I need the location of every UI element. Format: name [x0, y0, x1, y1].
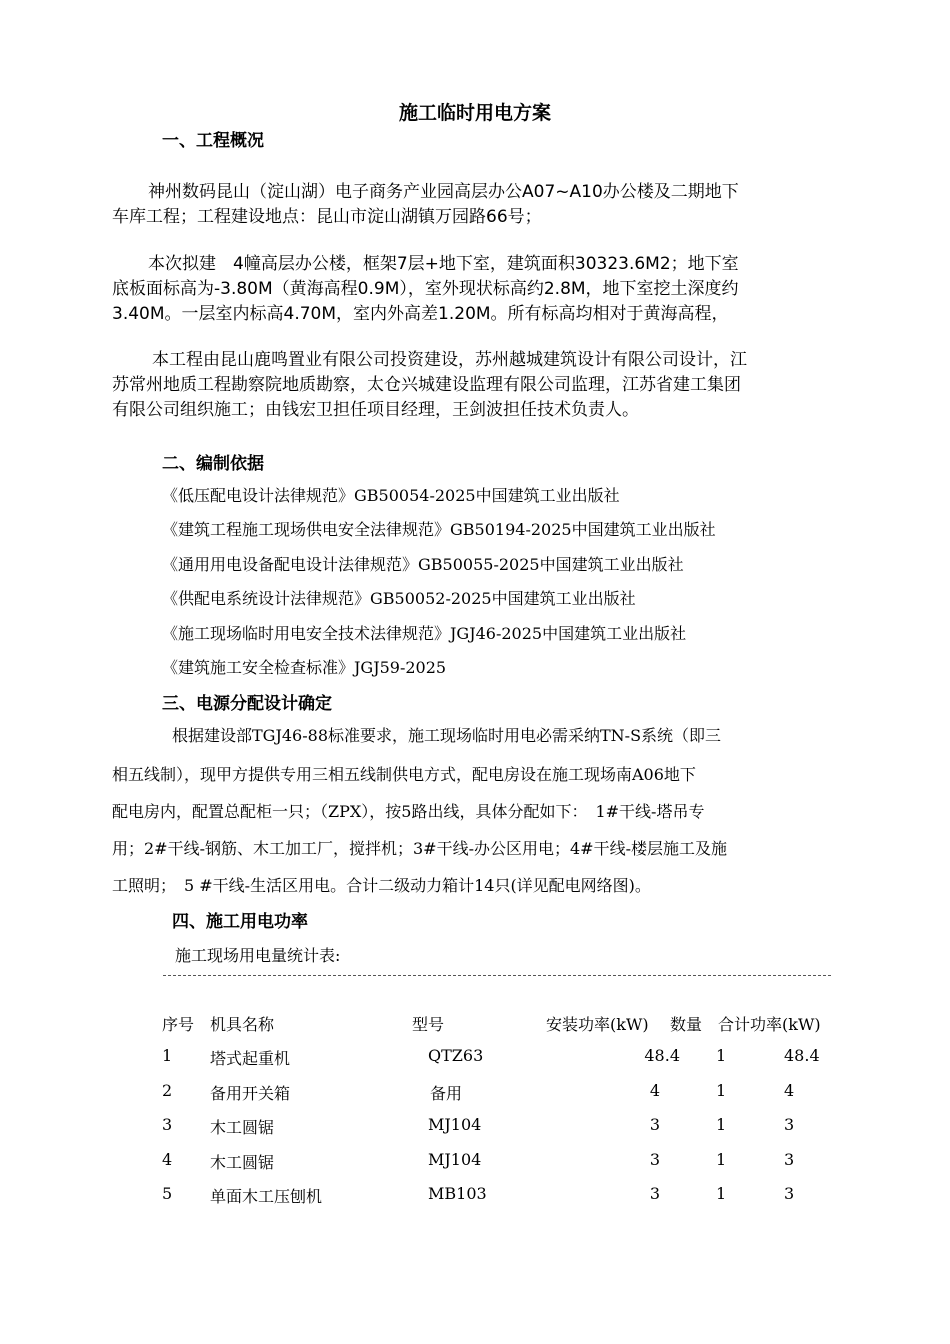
text-line: 苏常州地质工程勘察院地质勘察，太仓兴城建设监理有限公司监理，江苏省建工集团 [112, 375, 741, 395]
cell-index: 3 [162, 1115, 173, 1134]
text-line: 有限公司组织施工；由钱宏卫担任项目经理，王剑波担任技术负责人。 [112, 400, 639, 420]
cell-name: 塔式起重机 [210, 1049, 291, 1068]
cell-rated-power: 3 [649, 1150, 660, 1169]
reference-item: 《建筑工程施工现场供电安全法律规范》GB50194-2025中国建筑工业出版社 [162, 520, 716, 539]
text-line: 本工程由昆山鹿鸣置业有限公司投资建设，苏州越城建筑设计有限公司设计，江 [152, 350, 747, 370]
cell-name: 木工圆锯 [210, 1118, 275, 1137]
cell-rated-power: 4 [649, 1081, 660, 1100]
reference-item: 《施工现场临时用电安全技术法律规范》JGJ46-2025中国建筑工业出版社 [162, 624, 687, 643]
text-line: 3.40M。一层室内标高4.70M，室内外高差1.20M。所有标高均相对于黄海高程， [112, 304, 729, 324]
overview-paragraph-2 [112, 252, 739, 327]
text-line: 车库工程；工程建设地点：昆山市淀山湖镇万园路66号； [112, 207, 542, 227]
reference-item: 《建筑施工安全检查标准》JGJ59-2025 [162, 658, 447, 677]
cell-name: 备用开关箱 [210, 1084, 291, 1103]
cell-name: 木工圆锯 [210, 1153, 275, 1172]
reference-item: 《通用用电设备配电设计法律规范》GB50055-2025中国建筑工业出版社 [162, 555, 684, 574]
header-total-power: 合计功率(kW) [718, 1015, 821, 1034]
cell-model: QTZ63 [428, 1046, 484, 1065]
table-caption: 施工现场用电量统计表: [175, 946, 341, 965]
section-heading-power-distribution: 三、电源分配设计确定 [162, 694, 332, 714]
section-heading-overview: 一、工程概况 [162, 131, 264, 151]
header-quantity: 数量 [670, 1015, 703, 1034]
text-line: 根据建设部TGJ46-88标准要求，施工现场临时用电必需采纳TN-S系统（即三 [172, 726, 722, 745]
header-model: 型号 [412, 1015, 445, 1034]
cell-name: 单面木工压刨机 [210, 1187, 323, 1206]
cell-model: 备用 [430, 1084, 463, 1103]
header-name: 机具名称 [210, 1015, 275, 1034]
text-line: 配电房内，配置总配柜一只；（ZPX），按5路出线，具体分配如下： 1#干线-塔吊专 [112, 802, 705, 821]
text-line: 用；2#干线-钢筋、木工加工厂，搅拌机；3#干线-办公区用电；4#干线-楼层施工及施 [112, 839, 727, 858]
cell-index: 1 [162, 1046, 173, 1065]
cell-quantity: 1 [716, 1150, 727, 1169]
section-heading-power: 四、施工用电功率 [172, 912, 308, 932]
cell-total-power: 48.4 [784, 1046, 820, 1065]
header-rated-power: 安装功率(kW) [546, 1015, 649, 1034]
text-line: 神州数码昆山（淀山湖）电子商务产业园高层办公A07~A10办公楼及二期地下 [148, 182, 739, 202]
cell-total-power: 3 [784, 1150, 795, 1169]
page-title: 施工临时用电方案 [398, 102, 551, 124]
overview-paragraph-3 [112, 348, 747, 423]
cell-total-power: 3 [784, 1115, 795, 1134]
text-line: 底板面标高为-3.80M（黄海高程0.9M），室外现状标高约2.8M，地下室挖土深度约 [112, 279, 739, 299]
cell-index: 5 [162, 1184, 173, 1203]
overview-paragraph-1 [112, 180, 739, 230]
cell-rated-power: 3 [649, 1115, 660, 1134]
section-heading-basis: 二、编制依据 [162, 454, 264, 474]
cell-model: MJ104 [428, 1115, 482, 1134]
text-line: 本次拟建 4幢高层办公楼，框架7层+地下室，建筑面积30323.6M2；地下室 [148, 254, 739, 274]
cell-quantity: 1 [716, 1184, 727, 1203]
header-index: 序号 [162, 1015, 195, 1034]
cell-model: MJ104 [428, 1150, 482, 1169]
text-line: 工照明； 5 #干线-生活区用电。合计二级动力箱计14只(详见配电网络图)。 [112, 876, 651, 895]
text-line: 相五线制），现甲方提供专用三相五线制供电方式，配电房设在施工现场南A06地下 [112, 765, 696, 784]
cell-quantity: 1 [716, 1046, 727, 1065]
cell-index: 4 [162, 1150, 173, 1169]
cell-total-power: 4 [784, 1081, 795, 1100]
reference-item: 《低压配电设计法律规范》GB50054-2025中国建筑工业出版社 [162, 486, 620, 505]
reference-item: 《供配电系统设计法律规范》GB50052-2025中国建筑工业出版社 [162, 589, 636, 608]
cell-quantity: 1 [716, 1115, 727, 1134]
cell-model: MB103 [428, 1184, 487, 1203]
cell-total-power: 3 [784, 1184, 795, 1203]
cell-index: 2 [162, 1081, 173, 1100]
cell-rated-power: 48.4 [644, 1046, 680, 1065]
table-divider [163, 975, 831, 976]
cell-rated-power: 3 [649, 1184, 660, 1203]
cell-quantity: 1 [716, 1081, 727, 1100]
